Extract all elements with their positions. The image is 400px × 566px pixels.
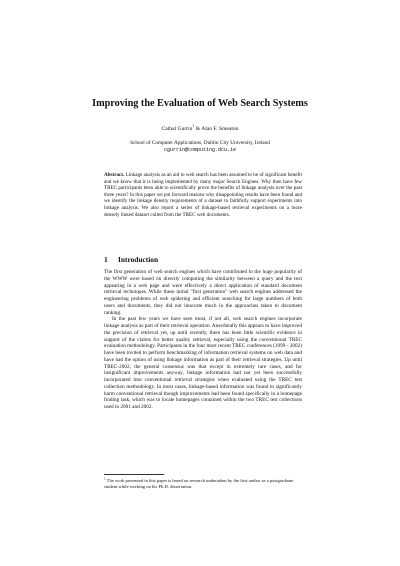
affiliation-block (0, 140, 400, 154)
body-paragraph-1: The first generation of web search engines which have contributed to the huge popularity of the WWW were based on directly computing the similarity between a query and the text appearing in a web page and were effectively a direct application of standard document retrieval techniques. While these initial "first generation" web search engines addressed the engineering problems of web spidering and efficient searching for large numbers of both users and documents, they did not innovate much in the approaches taken to document ranking. (104, 269, 302, 316)
author-email: cgurrin@computing.dcu.ie (163, 147, 236, 153)
paper-title: Improving the Evaluation of Web Search Systems (92, 98, 308, 109)
abstract (104, 172, 302, 218)
author-line (0, 126, 400, 132)
footnote (104, 478, 302, 490)
body-text (104, 269, 302, 411)
abstract-text: Linkage analysis as an aid to web search has been assumed to be of significant benefit and we know that it is being implemented by many major Search Engines. Why then have few TREC participants been able to scientifically prove the benefits of linkage analysis over the past three years? In this paper we put forward reasons why disappointing results have been found and we identify the linkage density requirements of a dataset to faithfully support experiments into linkage analysis. We also report a series of linkage-based retrieval experiments on a more densely linked dataset culled from the TREC web documents. (104, 172, 302, 218)
affiliation: School of Computer Applications, Dublin City University, Ireland (130, 140, 270, 146)
author-name: Cathal Gurrin (161, 126, 193, 132)
footnote-text: The work presented in this paper is based on research undertaken by the first author as a postgraduate student while working on his Ph.D. dissertation. (104, 478, 294, 489)
section-title: Introduction (118, 255, 159, 264)
section-heading (104, 255, 158, 264)
footnote-marker: 1 (104, 476, 106, 481)
footnote-divider (104, 474, 164, 475)
author-footnote-marker: 1 (192, 124, 195, 129)
section-number: 1 (104, 255, 108, 264)
coauthor-name: & Alan F. Smeaton (194, 126, 239, 132)
abstract-label: Abstract. (104, 172, 125, 178)
body-paragraph-2: In the past few years we have seen most, if not all, web search engines incorporate linkage analysis as part of their retrieval operation. Anecdotally this appears to have improved the precision of retrieval yet, up until recently, there has been little scientific evidence in support of the claims for better quality retrieval, especially using the conventional TREC evaluation methodology. Participants in the four most recent TREC conferences (1999 - 2002) have been invited to perform benchmarking of information retrieval systems on web data and have had the option of using linkage information as part of their retrieval strategies. Up until TREC-2002, the general consensus was that except in extremely rare cases, and for insignificant improvements anyway, linkage information had not yet been successfully incorporated into conventional retrieval strategies when evaluated using the TREC test collection methodology. In most cases, linkage-based information was found to significantly harm conventional retrieval though improvements had been found specifically in a homepage finding task, which was to locate homepages contained within the two TREC test collections used in 2001 and 2002. (104, 316, 302, 410)
